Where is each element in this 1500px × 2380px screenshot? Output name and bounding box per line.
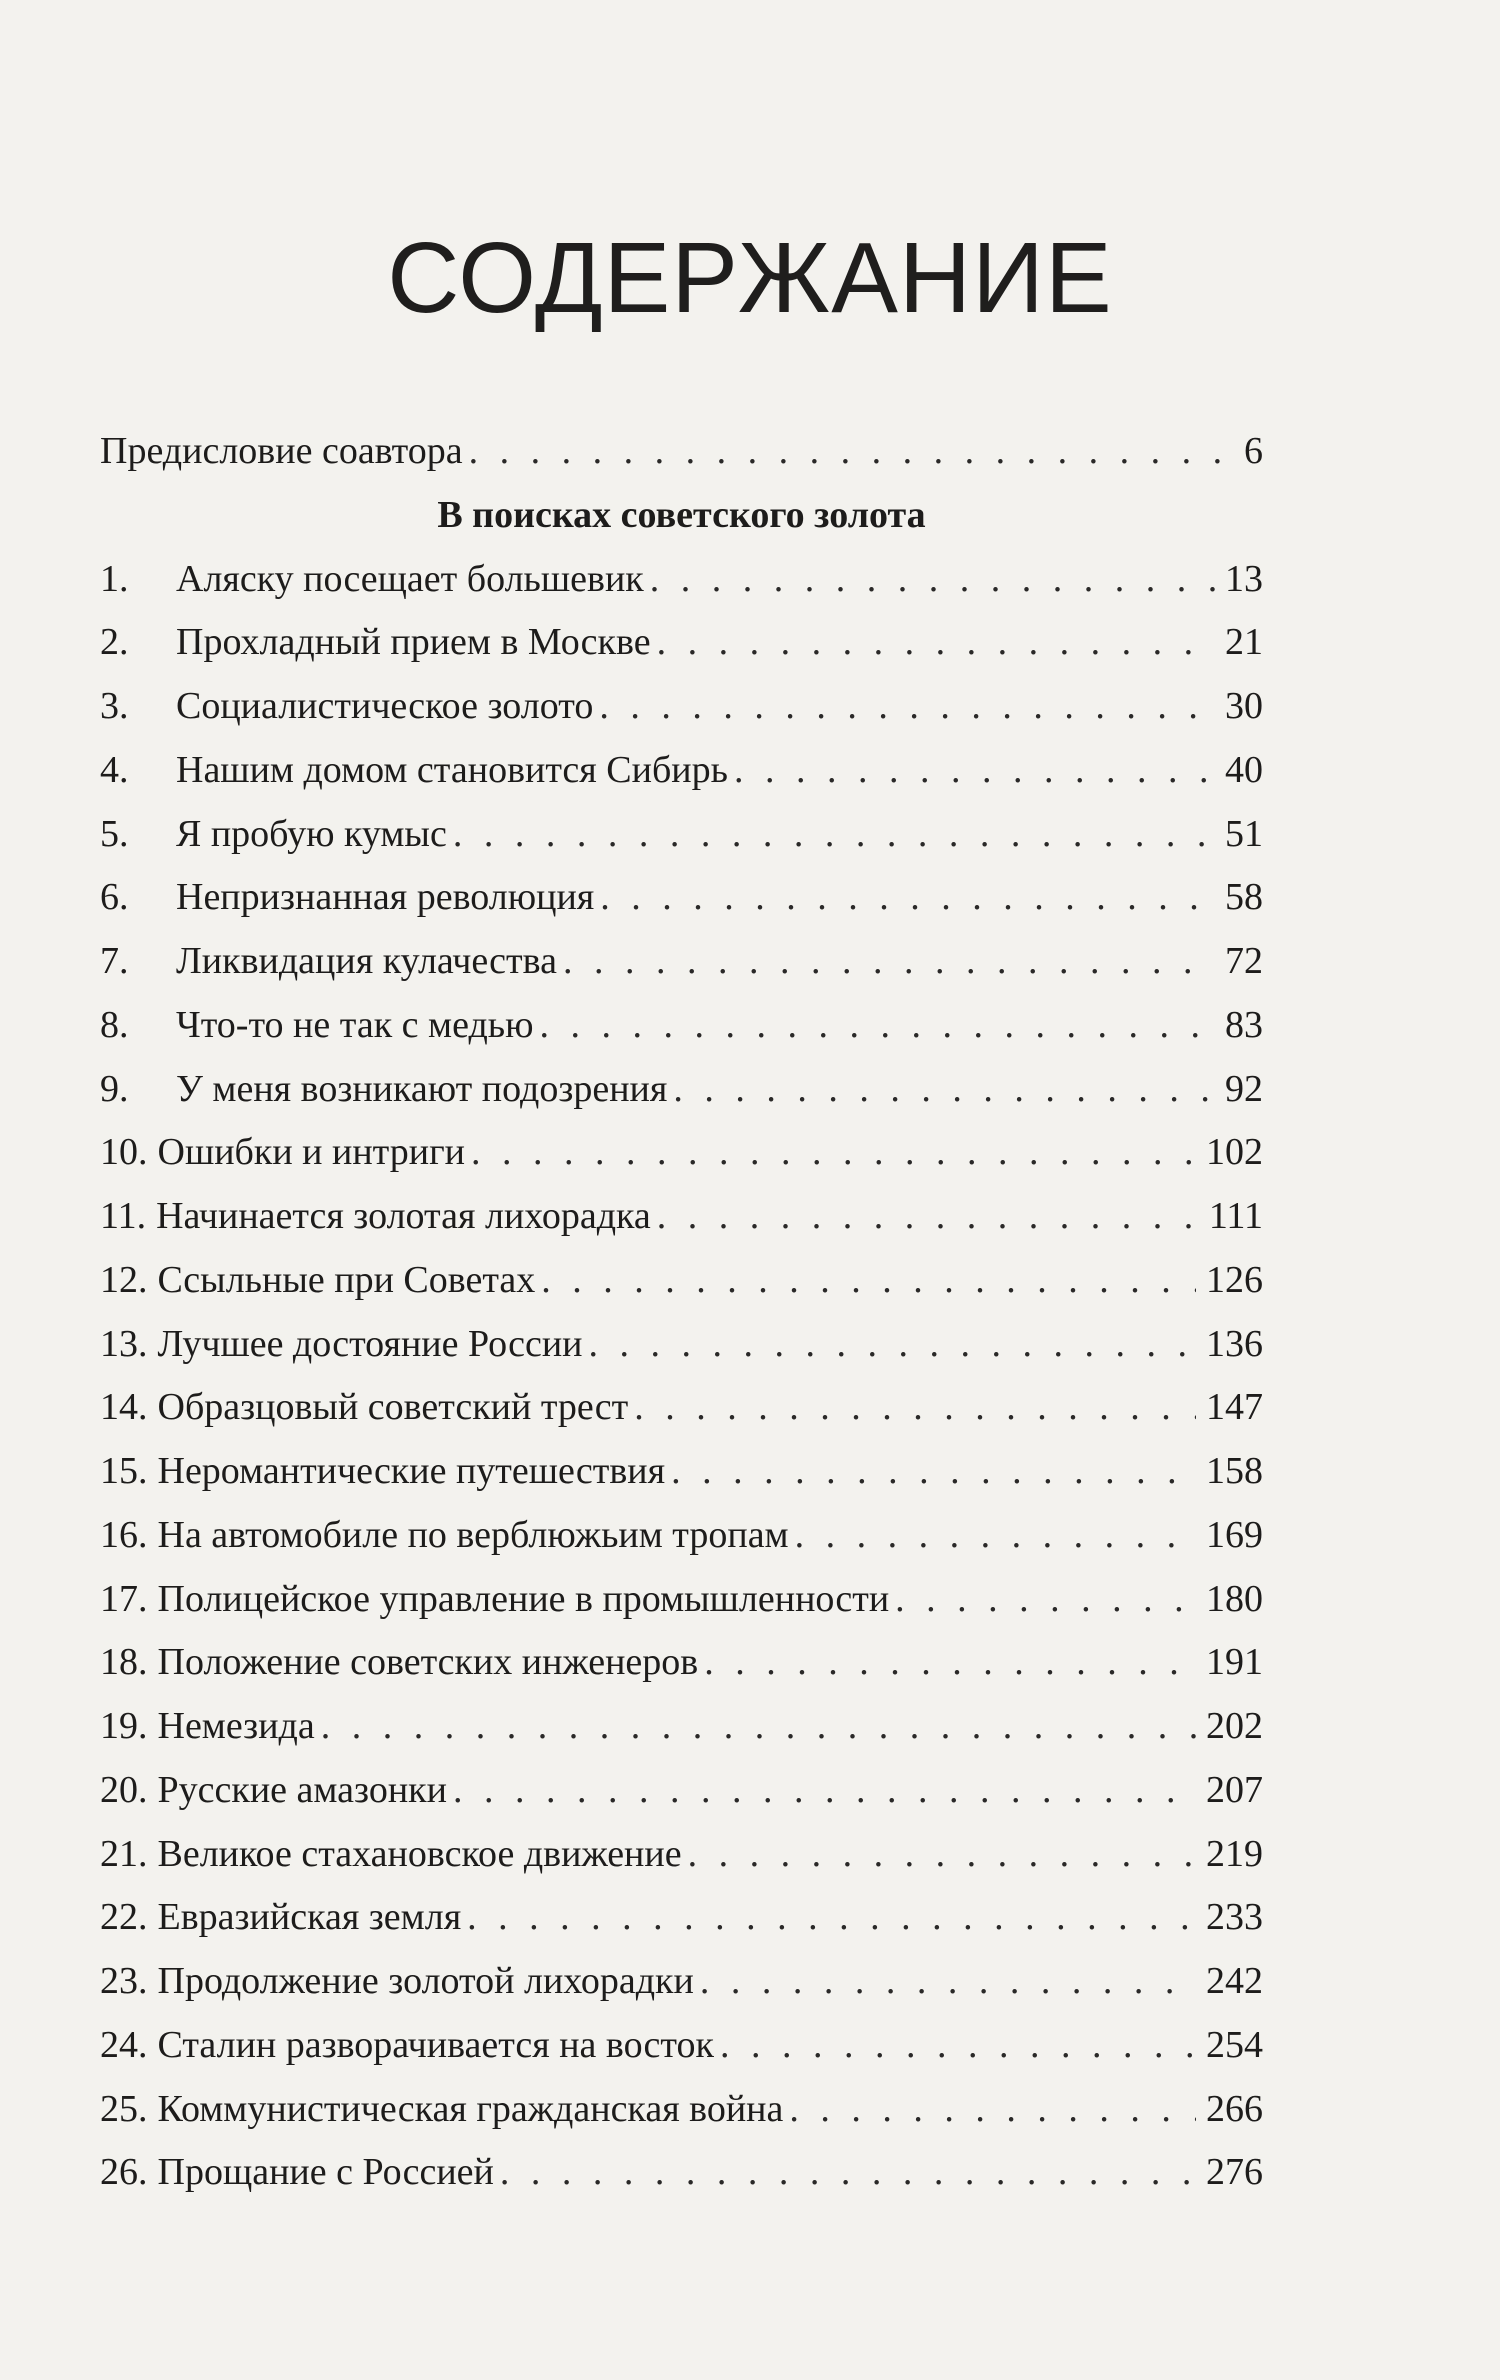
toc-entry[interactable] xyxy=(100,1759,1263,1823)
toc-entry-page: 158 xyxy=(1206,1450,1263,1492)
toc-entry-number: 19. xyxy=(100,1705,148,1747)
toc-entry-number: 2. xyxy=(100,621,129,664)
dot-leader xyxy=(895,1568,1196,1632)
page-title: СОДЕРЖАНИЕ xyxy=(387,222,1113,334)
toc-entry-title: Сталин разворачивается на восток xyxy=(157,2023,714,2066)
toc-entry[interactable] xyxy=(100,675,1263,739)
toc-entry-page: 180 xyxy=(1206,1577,1263,1620)
toc-entry-number: 26. xyxy=(100,2151,148,2194)
toc-entry[interactable] xyxy=(100,611,1263,675)
toc-entry-page: 13 xyxy=(1225,557,1263,600)
toc-entry-number: 15. xyxy=(100,1450,148,1492)
toc-entry-page: 40 xyxy=(1225,748,1263,791)
toc-entry[interactable] xyxy=(100,1631,1263,1695)
toc-entry-number: 1. xyxy=(100,557,129,600)
toc-entry[interactable] xyxy=(100,1249,1263,1313)
toc-entry-number: 6. xyxy=(100,876,129,919)
toc-entry-title: Лучшее достояние России xyxy=(157,1322,583,1365)
toc-entry-number: 13. xyxy=(100,1322,148,1365)
dot-leader xyxy=(321,1695,1196,1759)
dot-leader xyxy=(650,548,1215,612)
toc-entry[interactable] xyxy=(100,803,1263,867)
dot-leader xyxy=(671,1440,1196,1504)
toc-entry[interactable] xyxy=(100,1950,1263,2014)
toc-entry-page: 58 xyxy=(1225,876,1263,919)
toc-entry[interactable] xyxy=(100,548,1263,612)
toc-entry-page: 72 xyxy=(1225,940,1263,982)
dot-leader xyxy=(673,1058,1215,1122)
toc-entry[interactable] xyxy=(100,1121,1263,1185)
toc-entry-number: 18. xyxy=(100,1641,148,1684)
toc-entry-number: 21. xyxy=(100,1832,148,1875)
toc-entry-page: 6 xyxy=(1244,430,1263,472)
toc-entry[interactable] xyxy=(100,2141,1263,2205)
toc-entry-page: 219 xyxy=(1206,1832,1263,1875)
toc-entry-number: 22. xyxy=(100,1896,148,1939)
toc-entry-number: 11. xyxy=(100,1195,147,1237)
toc-entry-number: 10. xyxy=(100,1131,148,1174)
toc-entry[interactable] xyxy=(100,2014,1263,2078)
toc-entry[interactable] xyxy=(100,1695,1263,1759)
dot-leader xyxy=(795,1504,1196,1568)
dot-leader xyxy=(657,611,1215,675)
toc-entry-title: У меня возникают подозрения xyxy=(176,1067,668,1110)
dot-leader xyxy=(563,930,1215,994)
toc-entry-page: 191 xyxy=(1206,1641,1263,1684)
dot-leader xyxy=(599,675,1215,739)
toc-entry-page: 202 xyxy=(1206,1705,1263,1747)
toc-entry-number: 12. xyxy=(100,1258,148,1301)
toc-entry-title: Предисловие соавтора xyxy=(100,430,463,472)
toc-entry-title: Немезида xyxy=(157,1705,315,1747)
toc-entry[interactable] xyxy=(100,1504,1263,1568)
toc-entry-title: Ссыльные при Советах xyxy=(157,1258,536,1301)
toc-entry-number: 16. xyxy=(100,1513,148,1556)
toc-entry-page: 276 xyxy=(1206,2151,1263,2194)
toc-entry-title: Непризнанная революция xyxy=(176,876,595,919)
toc-entry[interactable] xyxy=(100,994,1263,1058)
toc-entry[interactable] xyxy=(100,1313,1263,1377)
toc-entry-title: Я пробую кумыс xyxy=(176,812,447,855)
toc-entry[interactable] xyxy=(100,1886,1263,1950)
dot-leader xyxy=(688,1823,1196,1887)
toc-entry-title: Образцовый советский трест xyxy=(157,1386,629,1429)
toc-entry-page: 111 xyxy=(1208,1195,1263,1237)
toc-entry-page: 51 xyxy=(1225,812,1263,855)
toc-entry[interactable] xyxy=(100,1568,1263,1632)
toc-entry-title: Начинается золотая лихорадка xyxy=(156,1195,651,1237)
toc-entry-page: 147 xyxy=(1206,1386,1263,1429)
dot-leader xyxy=(469,420,1234,484)
dot-leader xyxy=(541,1249,1196,1313)
toc-entry[interactable] xyxy=(100,1823,1263,1887)
dot-leader xyxy=(700,1950,1196,2014)
dot-leader xyxy=(540,994,1216,1058)
toc-entry-title: Социалистическое золото xyxy=(176,685,594,727)
toc-entry-number: 8. xyxy=(100,1003,129,1046)
toc-entry-page: 92 xyxy=(1225,1067,1263,1110)
toc-entry-number: 3. xyxy=(100,685,129,727)
table-of-contents xyxy=(100,420,1263,2205)
toc-entry[interactable] xyxy=(100,1058,1263,1122)
toc-entry-page: 30 xyxy=(1225,685,1263,727)
toc-entry-page: 21 xyxy=(1225,621,1263,664)
toc-entry-number: 9. xyxy=(100,1067,129,1110)
toc-entry-page: 136 xyxy=(1206,1322,1263,1365)
toc-entry[interactable] xyxy=(100,930,1263,994)
toc-entry[interactable] xyxy=(100,866,1263,930)
dot-leader xyxy=(453,803,1215,867)
toc-entry-page: 126 xyxy=(1206,1258,1263,1301)
toc-entry-page: 83 xyxy=(1225,1003,1263,1046)
chapter-list xyxy=(100,548,1263,2206)
toc-entry-page: 233 xyxy=(1206,1896,1263,1939)
toc-entry-number: 25. xyxy=(100,2087,148,2130)
toc-entry-title: Прощание с Россией xyxy=(157,2151,494,2194)
toc-entry-title: Русские амазонки xyxy=(157,1768,447,1811)
toc-entry-title: Великое стахановское движение xyxy=(157,1832,682,1875)
dot-leader xyxy=(453,1759,1196,1823)
toc-entry-title: Евразийская земля xyxy=(157,1896,462,1939)
toc-entry-page: 266 xyxy=(1206,2087,1263,2130)
toc-entry-title: Прохладный прием в Москве xyxy=(176,621,651,664)
dot-leader xyxy=(657,1185,1199,1249)
toc-entry[interactable] xyxy=(100,739,1263,803)
dot-leader xyxy=(720,2014,1196,2078)
toc-entry[interactable] xyxy=(100,1376,1263,1440)
toc-entry-preface[interactable] xyxy=(100,420,1263,484)
toc-entry-page: 254 xyxy=(1206,2023,1263,2066)
dot-leader xyxy=(471,1121,1196,1185)
toc-entry-number: 4. xyxy=(100,748,129,791)
toc-entry-page: 102 xyxy=(1206,1131,1263,1174)
toc-entry[interactable] xyxy=(100,2078,1263,2142)
dot-leader xyxy=(634,1376,1196,1440)
toc-entry-title: Полицейское управление в промышленности xyxy=(157,1577,890,1620)
dot-leader xyxy=(589,1313,1196,1377)
dot-leader xyxy=(467,1886,1196,1950)
toc-entry-title: Положение советских инженеров xyxy=(157,1641,699,1684)
toc-entry-title: Что-то не так с медью xyxy=(176,1003,534,1046)
dot-leader xyxy=(600,866,1215,930)
toc-entry-number: 24. xyxy=(100,2023,148,2066)
toc-entry-title: На автомобиле по верблюжьим тропам xyxy=(157,1513,789,1556)
dot-leader xyxy=(500,2141,1196,2205)
toc-entry[interactable] xyxy=(100,1185,1263,1249)
toc-entry[interactable] xyxy=(100,1440,1263,1504)
toc-entry-title: Продолжение золотой лихорадки xyxy=(157,1960,694,2002)
dot-leader xyxy=(734,739,1215,803)
toc-entry-page: 169 xyxy=(1206,1513,1263,1556)
section-heading: В поисках советского золота xyxy=(437,493,926,536)
toc-entry-title: Ликвидация кулачества xyxy=(176,940,557,982)
toc-entry-page: 207 xyxy=(1206,1768,1263,1811)
dot-leader xyxy=(704,1631,1196,1695)
toc-entry-title: Коммунистическая гражданская война xyxy=(157,2087,784,2130)
toc-entry-number: 23. xyxy=(100,1960,148,2002)
toc-entry-number: 7. xyxy=(100,940,129,982)
toc-entry-number: 5. xyxy=(100,812,129,855)
toc-entry-title: Аляску посещает большевик xyxy=(176,557,644,600)
toc-entry-title: Неромантические путешествия xyxy=(157,1450,666,1492)
toc-entry-number: 14. xyxy=(100,1386,148,1429)
toc-entry-number: 17. xyxy=(100,1577,148,1620)
toc-entry-title: Ошибки и интриги xyxy=(157,1131,466,1174)
toc-entry-number: 20. xyxy=(100,1768,148,1811)
toc-entry-title: Нашим домом становится Сибирь xyxy=(176,748,728,791)
dot-leader xyxy=(789,2078,1196,2142)
toc-entry-page: 242 xyxy=(1206,1960,1263,2002)
